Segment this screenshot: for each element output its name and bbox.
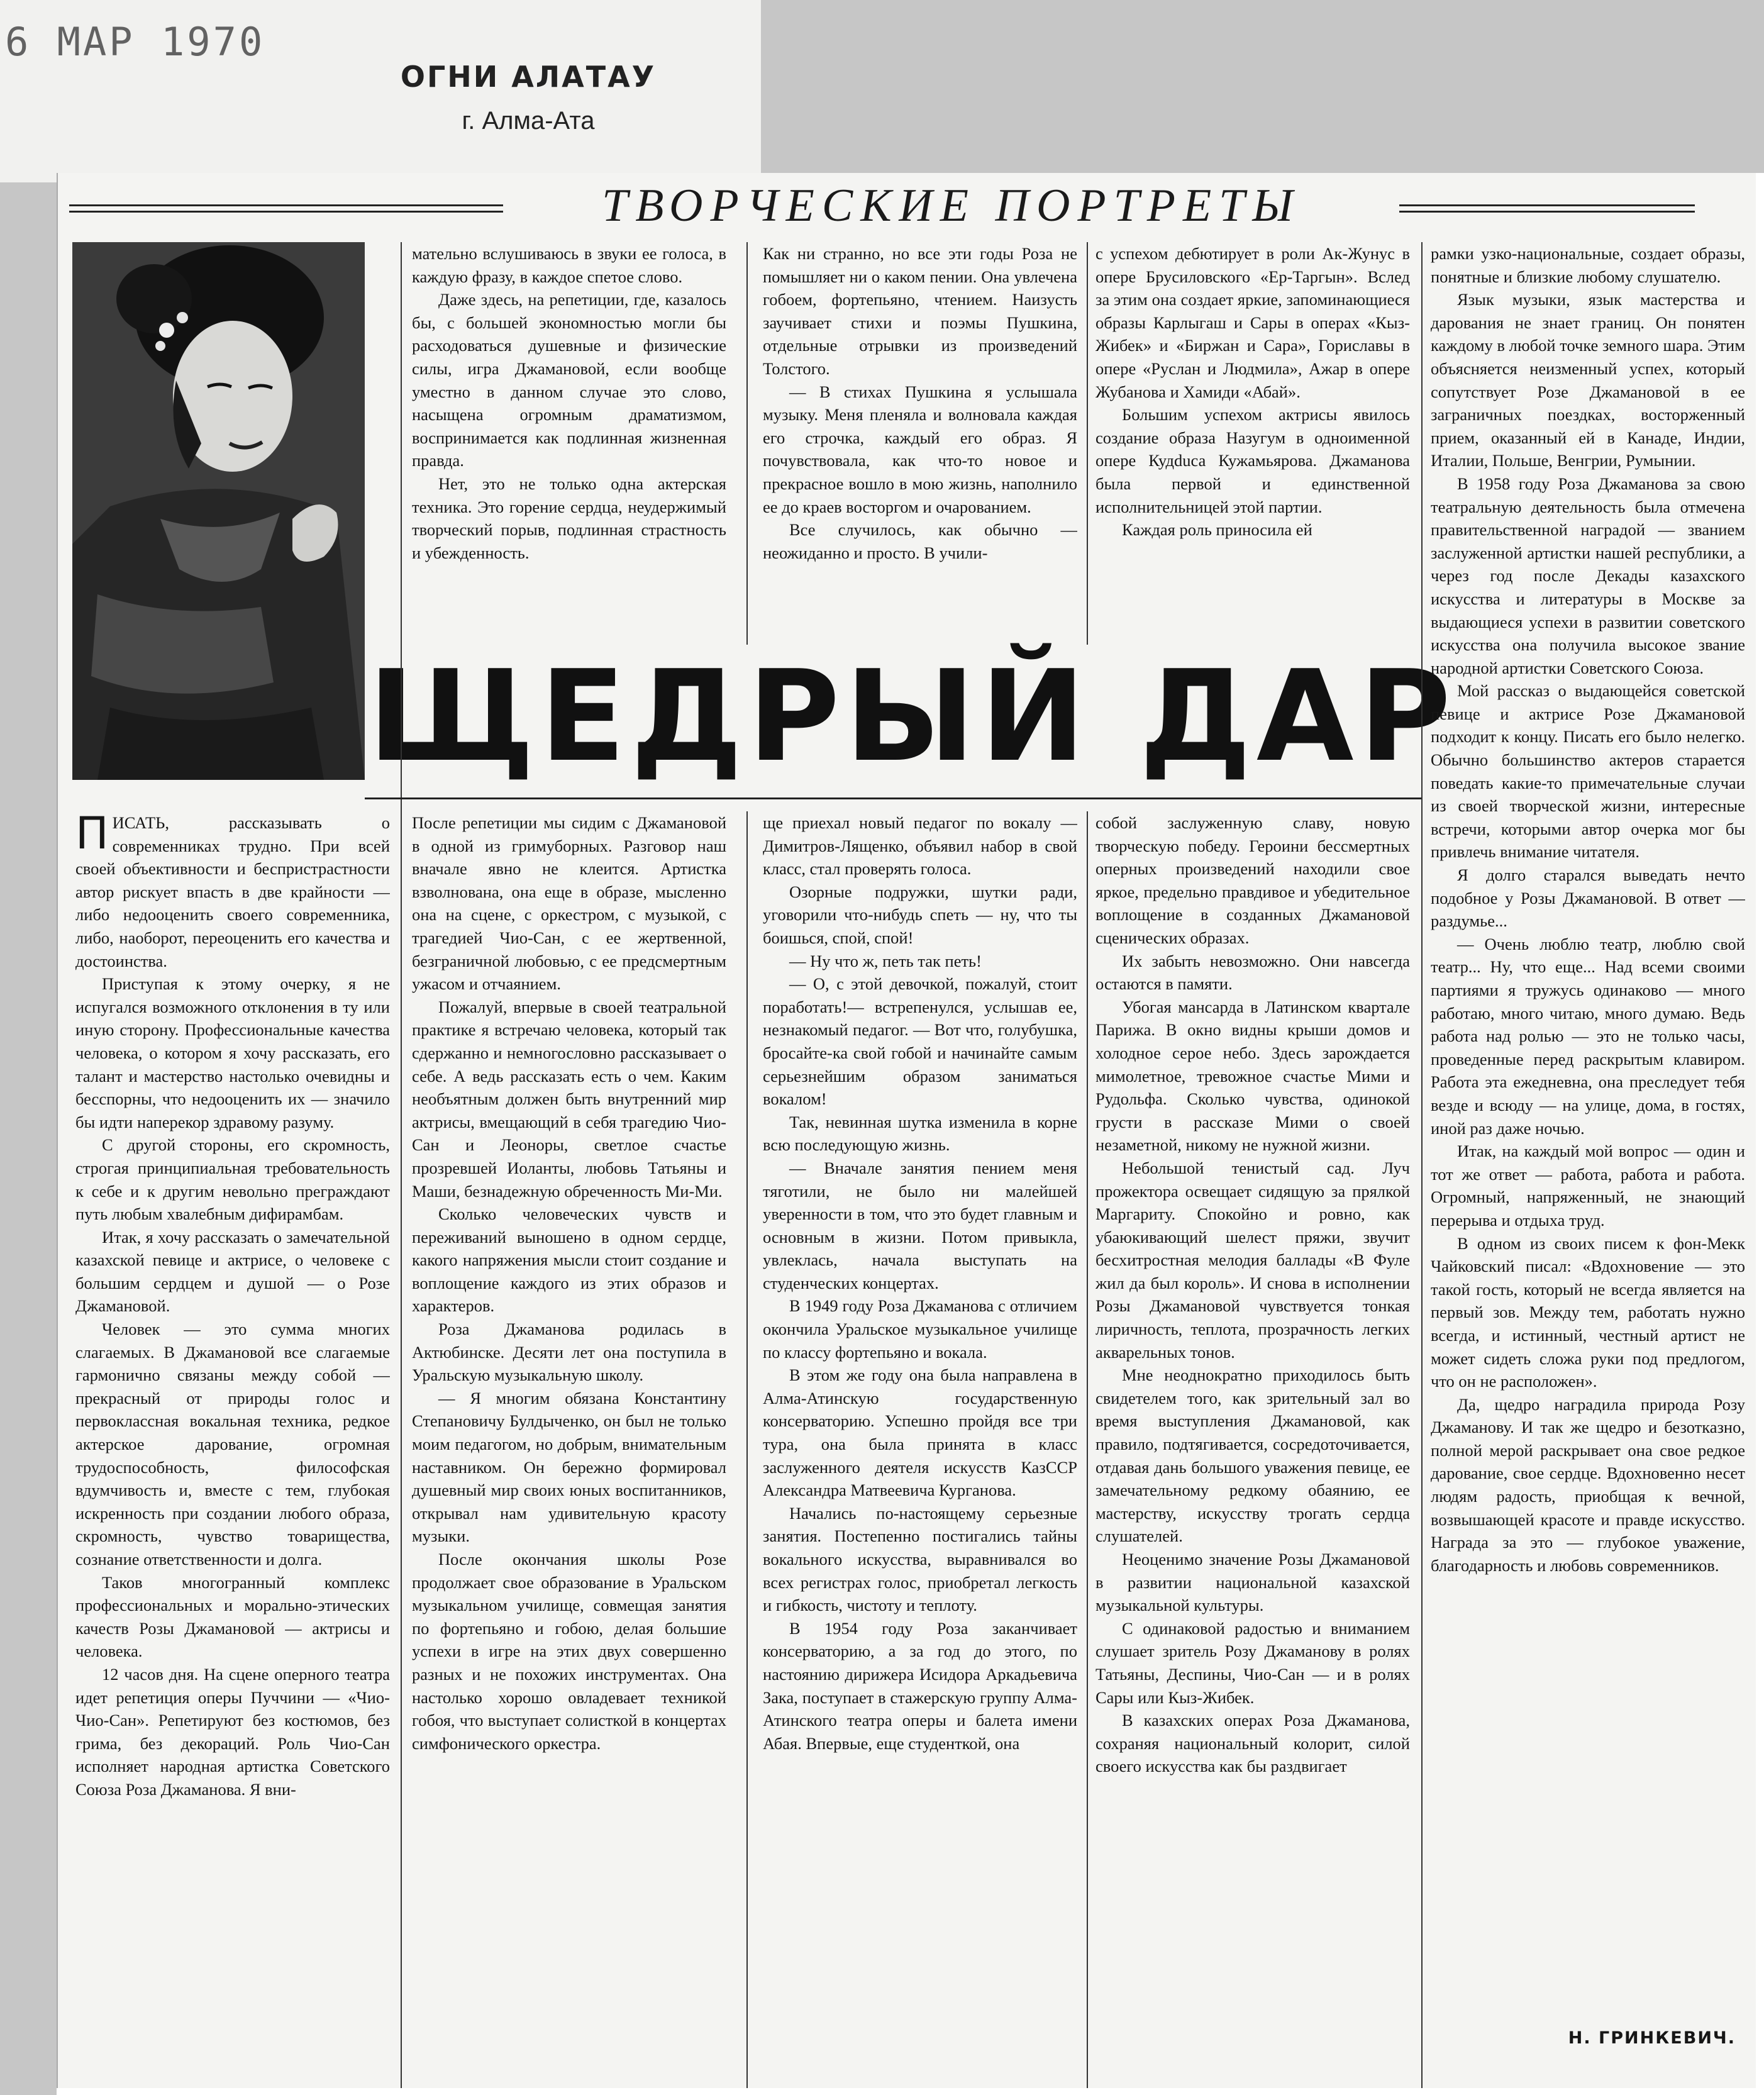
article-paragraph: Так, невинная шутка изменила в корне всю последующую жизнь. bbox=[763, 1112, 1077, 1155]
article-paragraph: — В стихах Пушкина я услышала музыку. Меня пленяла и волновала каждая его строчка, каждый его образ. Я почувствовала, как что-то новое и прекрасное вошло в мою жизнь, наполнило ее до краев восторгом и очарованием. bbox=[763, 382, 1077, 516]
article-paragraph: Человек — это сумма многих слагаемых. В Джамановой все слагаемые гармонично связаны между собой — прекрасный от природы голос и первоклассная вокальная техника, редкое актерское дарование, огромная трудоспособность, философская вдумчивость и, вместе с тем, глубокая искренность при создании любого образа, скромность, чувство товарищества, сознание ответственности и долга. bbox=[75, 1320, 390, 1569]
article-paragraph: Озорные подружки, шутки ради, уговорили что-нибудь спеть — ну, что ты боишься, спой, спой! bbox=[763, 882, 1077, 947]
background-gray bbox=[761, 0, 1764, 173]
background-gray-left bbox=[0, 173, 57, 2095]
article-paragraph: Как ни странно, но все эти годы Роза не помышляет ни о каком пении. Она увлечена гобоем, фортепьяно, чтением. Наизусть заучивает стихи и поэмы Пушкина, отдельные отрывки из произведений Толстого. bbox=[763, 244, 1077, 378]
article-paragraph: — Очень люблю театр, люблю свой театр... Ну, что еще... Над всеми своими партиями я тружусь одинаково — много работаю, много читаю, много думаю. Ведь работа над ролью — это не только часы, проведенные перед раскрытым клавиром. Работа эта ежедневна, она преследует тебя везде и всюду — на улице, дома, в гостях, иной раз даже ночью. bbox=[1431, 934, 1745, 1138]
article-paragraph: Я долго старался выведать нечто подобное у Розы Джамановой. В ответ — раздумье... bbox=[1431, 865, 1745, 931]
newspaper-header-slip bbox=[0, 0, 761, 182]
article-paragraph: собой заслуженную славу, новую творческую победу. Героини бессмертных оперных произведений находили свое яркое, предельно правдивое и убедительное воплощение в созданных Джамановой сценических образах. bbox=[1096, 813, 1410, 947]
article-paragraph: Убогая мансарда в Латинском квартале Парижа. В окно видны крыши домов и холодное серое небо. Здесь зарождается мимолетное, тревожное счастье Мими и Рудольфа. Сколько чувства, одинокой грусти в рассказе Мими о своей незаметной, никому не нужной жизни. bbox=[1096, 997, 1410, 1155]
article-paragraph: После окончания школы Розе продолжает свое образование в Уральском музыкальном училище, совмещая занятия по фортепьяно и гобою, делая большие успехи в игре на этих двух совершенно разных и не похожих инструментах. Она настолько хорошо овладевает техникой гобоя, что выступает солисткой в концертах симфонического оркестра. bbox=[412, 1550, 726, 1753]
article-paragraph: ПИСАТЬ, рассказывать о современниках трудно. При всей своей объективности и беспристрастности автор рискует впасть в две крайности — либо недооценить своего современника, либо, наоборот, переоценить его качества и достоинства. bbox=[75, 811, 390, 970]
article-paragraph: ще приехал новый педагог по вокалу — Димитров-Лященко, объявил набор в свой класс, стал проверять голоса. bbox=[763, 813, 1077, 879]
article-paragraph: Таков многогранный комплекс профессиональных и морально-этических качеств Розы Джамановой — актрисы и человека. bbox=[75, 1572, 390, 1661]
article-paragraph: Небольшой тенистый сад. Луч прожектора освещает сидящую за прялкой Маргариту. Спокойно и ровно, как убаюкивающий шелест пряжи, звучит бесхитростная мелодия баллады «В Фуле жил да был король». И снова в исполнении Розы Джамановой чувствуется тонкая лиричность, теплота, прозрачность легких акварельных тонов. bbox=[1096, 1158, 1410, 1362]
article-paragraph: Каждая роль приносила ей bbox=[1122, 520, 1312, 540]
article-paragraph: Начались по-настоящему серьезные занятия. Постепенно постигались тайны вокального искусства, выравнивался во всех регистрах голос, приобретал легкость и гибкость, чистоту и теплоту. bbox=[763, 1503, 1077, 1615]
article-paragraph: В одном из своих писем к фон-Мекк Чайковский писал: «Вдохновение — это такой гость, который не всегда является на первый зов. Между тем, работать нужно всегда, и истинный, честный артист не может сидеть сложа руки под предлогом, что он не расположен». bbox=[1431, 1233, 1745, 1391]
article-paragraph: Все случилось, как обычно — неожиданно и просто. В учили- bbox=[763, 520, 1077, 562]
article-headline: ЩЕДРЫЙ ДАР bbox=[368, 643, 1456, 790]
article-paragraph: В казахских операх Роза Джаманова, сохраняя национальный колорит, силой своего искусства как бы раздвигает bbox=[1096, 1711, 1410, 1776]
drop-cap: П bbox=[75, 811, 109, 859]
article-paragraph: — Я многим обязана Константину Степановичу Булдыченко, он был не только моим педагогом, но добрым, внимательным наставником. Он бережно формировал душевный мир своих юных воспитанников, открывал нам удивительную красоту музыки. bbox=[412, 1388, 726, 1546]
article-paragraph: — Ну что ж, петь так петь! bbox=[789, 951, 982, 970]
lower-column-4 bbox=[1096, 811, 1410, 2088]
upper-column-1 bbox=[412, 242, 726, 645]
rubric-title: ТВОРЧЕСКИЕ ПОРТРЕТЫ bbox=[602, 180, 1301, 231]
column-rule bbox=[746, 811, 748, 2088]
newspaper-name: ОГНИ АЛАТАУ bbox=[400, 60, 657, 94]
lower-column-3 bbox=[763, 811, 1077, 2088]
article-paragraph: 12 часов дня. На сцене оперного театра идет репетиция оперы Пуччини — «Чио-Чио-Сан». Репетируют без костюмов, без грима, без декораций. Роль Чио-Сан исполняет народная артистка Советского Союза Роза Джаманова. Я вни- bbox=[75, 1664, 390, 1799]
article-paragraph: — О, с этой девочкой, пожалуй, стоит поработать!— встрепенулся, услышав ее, незнакомый педагог. — Вот что, голубушка, бросайте-ка свой гобой и начинайте самым серьезнейшим образом заниматься вокалом! bbox=[763, 974, 1077, 1109]
column-rule bbox=[1087, 242, 1088, 645]
article-paragraph: Их забыть невозможно. Они навсегда остаются в памяти. bbox=[1096, 951, 1410, 994]
article-paragraph: Язык музыки, язык мастерства и дарования не знает границ. Он понятен каждому в любой точке земного шара. Этим объясняется неизменный успех, который сопутствует Розе Джамановой в ее заграничных поездках, восторженный прием, оказанный ей в Канаде, Индии, Италии, Польше, Венгрии, Румынии. bbox=[1431, 290, 1745, 470]
newspaper-city: г. Алма-Ата bbox=[462, 107, 595, 135]
article-paragraph: Сколько человеческих чувств и переживаний выношено в одном сердце, какого напряжения мысли стоит создание и воплощение каждого из этих образов и характеров. bbox=[412, 1204, 726, 1316]
article-paragraph: Пожалуй, впервые в своей театральной практике я встречаю человека, который так сдержанно и немногословно рассказывает о себе. А ведь рассказать есть о чем. Каким необъятным должен быть внутренний мир актрисы, вмещающий в себя трагедию Чио-Сан и Леоноры, светлое счастье прозревшей Иоланты, любовь Татьяны и Маши, безнадежную обреченность Ми-Ми. bbox=[412, 997, 726, 1201]
article-paragraph: Нет, это не только одна актерская техника. Это горение сердца, неудержимый творческий порыв, подлинная страстность и убежденность. bbox=[412, 474, 726, 562]
column-rule bbox=[401, 242, 402, 2088]
article-paragraph: Большим успехом актрисы явилось создание образа Назугум в одноименной опере Кудduса Кужамьярова. Джаманова была первой и единственной исполнительницей этой партии. bbox=[1096, 405, 1410, 516]
author-signature: Н. ГРИНКЕВИЧ. bbox=[1568, 2028, 1736, 2048]
lower-column-2 bbox=[412, 811, 726, 2088]
article-paragraph: — Вначале занятия пением меня тяготили, не было ни малейшей уверенности в том, что это будет главным и основным в жизни. Потом привыкла, увлеклась, начала выступать на студенческих концертах. bbox=[763, 1158, 1077, 1292]
article-paragraph: С одинаковой радостью и вниманием слушает зритель Розу Джаманову в ролях Татьяны, Деспины, Чио-Сан — и в ролях Сары или Кыз-Жибек. bbox=[1096, 1618, 1410, 1707]
article-paragraph: После репетиции мы сидим с Джамановой в одной из гримуборных. Разговор наш вначале явно не клеится. Артистка взволнована, она еще в образе, мысленно она на сцене, с оркестром, с музыкой, с трагедией Чио-Сан, с ее жертвенной, безграничной любовью, с ее предсмертным ужасом и отчаянием. bbox=[412, 813, 726, 994]
article-paragraph: Приступая к этому очерку, я не испугался возможного отклонения в ту или иную сторону. Профессиональные качества человека, о котором я хочу рассказать, его талант и мастерство настолько очевидны и бесспорны, что недооценить их — значило бы идти наперекор здравому разуму. bbox=[75, 974, 390, 1131]
article-paragraph: Да, щедро наградила природа Розу Джаманову. И так же щедро и безотказно, полной мерой раскрывает она свое редкое дарование, свое сердце. Вдохновенно несет людям радость, приобщая к вечной, возвышающей красоте и правде искусство. Наградa за это — глубокое уважение, благодарность и любовь современников. bbox=[1431, 1394, 1745, 1575]
date-stamp: 6 МАР 1970 bbox=[5, 19, 265, 65]
article-paragraph: В 1949 году Роза Джаманова с отличием окончила Уральское музыкальное училище по классу фортепьяно и вокала. bbox=[763, 1296, 1077, 1362]
upper-column-2 bbox=[763, 242, 1077, 645]
article-paragraph: Роза Джаманова родилась в Актюбинске. Десяти лет она поступила в Уральскую музыкальную школу. bbox=[412, 1320, 726, 1385]
article-paragraph: С другой стороны, его скромность, строгая принципиальная требовательность к себе и к другим невольно преграждают путь любым хвалебным дифирамбам. bbox=[75, 1135, 390, 1224]
article-paragraph: Итак, на каждый мой вопрос — один и тот же ответ — работа, работа и работа. Огромный, напряженный, не знающий перерыва и отдыха труд. bbox=[1431, 1142, 1745, 1230]
column-rule bbox=[746, 242, 748, 645]
rubric-rule-right bbox=[1399, 204, 1695, 213]
portrait-photo bbox=[72, 242, 365, 780]
article-paragraph: с успехом дебютирует в роли Ак-Жунус в опере Брусиловского «Ер-Таргын». Вслед за этим она создает яркие, запоминающиеся образы Карлыгаш и Сары в операх «Кыз-Жибек» и «Биржан и Сара», Гориславы в опере «Руслан и Людмила», Ажар в опере Жубанова и Хамиди «Абай». bbox=[1096, 244, 1410, 401]
article-paragraph: рамки узко-национальные, создает образы, понятные и близкие любому слушателю. bbox=[1431, 244, 1745, 286]
article-paragraph: В этом же году она была направлена в Алма-Атинскую государственную консерваторию. Успешно пройдя все три тура, она была принята в класс заслуженного деятеля искусств КазССР Александра Матвеевича Курганова. bbox=[763, 1365, 1077, 1500]
rubric-rule-left bbox=[69, 204, 503, 213]
article-paragraph: В 1954 году Роза заканчивает консерваторию, а за год до этого, по настоянию дирижера Исидора Аркадьевича Зака, поступает в стажерскую группу Алма-Атинского театра оперы и балета имени Абая. Впервые, еще студенткой, она bbox=[763, 1618, 1077, 1753]
upper-column-4 bbox=[1431, 242, 1745, 2022]
upper-column-3 bbox=[1096, 242, 1410, 645]
lower-column-1 bbox=[75, 811, 390, 2088]
headline-rule bbox=[365, 797, 1421, 799]
article-paragraph: Мой рассказ о выдающейся советской певице и актрисе Розе Джамановой подходит к концу. Писать его было нелегко. Обычно большинство актеров старается поведать какие-то примечательные случаи из своей творческой жизни, интересные встречи, которыми автор очерка мог бы привлечь внимание читателя. bbox=[1431, 681, 1745, 862]
article-paragraph: Итак, я хочу рассказать о замечательной казахской певице и актрисе, о человеке с большим сердцем и душой — о Розе Джамановой. bbox=[75, 1227, 390, 1316]
rubric-banner bbox=[69, 179, 1755, 236]
column-rule bbox=[1421, 242, 1423, 2088]
article-paragraph: Неоценимо значение Розы Джамановой в развитии национальной казахской музыкальной культуры. bbox=[1096, 1550, 1410, 1615]
article-paragraph: мательно вслушиваюсь в звуки ее голоса, в каждую фразу, в каждое спетое слово. bbox=[412, 244, 726, 286]
article-paragraph: Даже здесь, на репетиции, где, казалось бы, с большей экономностью могли бы расходоваться душевные и физические силы, игра Джамановой, если вообще уместно в данном случае это слово, насыщена огромным драматизмом, воспринимается как подлинная жизненная правда. bbox=[412, 290, 726, 470]
article-paragraph: В 1958 году Роза Джаманова за свою театральную деятельность была отмечена правительственной наградой — званием заслуженной артистки нашей республики, а через год после Декады казахского искусства и литературы в Москве за выдающиеся успехи в развитии советского искусства она получила высокое звание народной артистки Советского Союза. bbox=[1431, 474, 1745, 677]
article-paragraph: Мне неоднократно приходилось быть свидетелем того, как зрительный зал во время выступления Джамановой, как правило, подтягивается, сосредоточивается, отдавая дань большого уважения певице, ее замечательному редкому обаянию, ее мастерству, искусству трогать сердца слушателей. bbox=[1096, 1365, 1410, 1546]
column-rule bbox=[1087, 811, 1088, 2088]
